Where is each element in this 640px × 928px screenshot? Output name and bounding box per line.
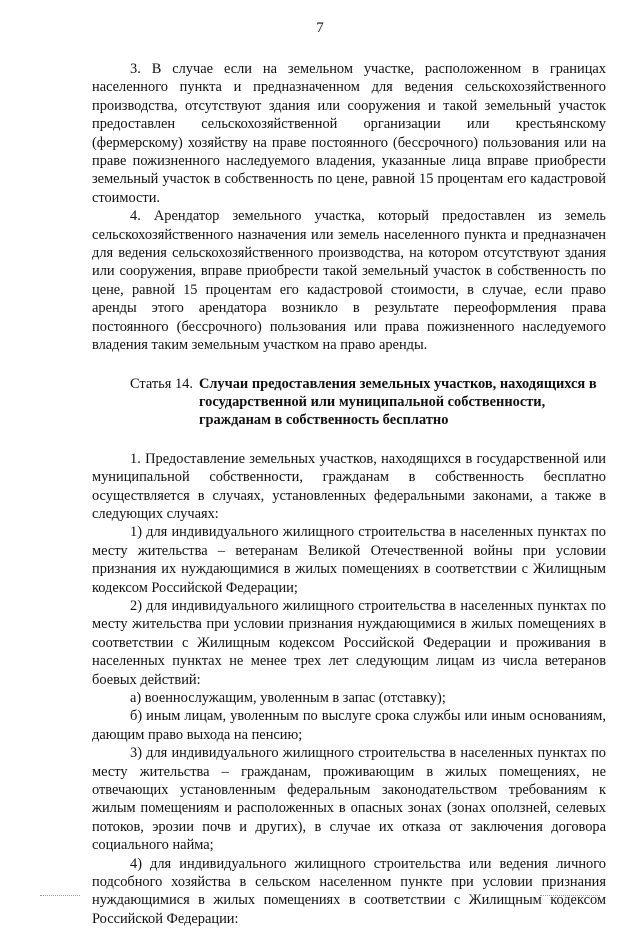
- page-number: 7: [316, 20, 324, 36]
- paragraph-item-3: 3. В случае если на земельном участке, расположенном в границах населенного пункта и предназначенном для ведения сельскохозяйственного производства, отсутствуют здания или сооружения и такой земельный участок предоставлен сельскохозяйственной организации или крестьянскому (фермерскому) хозяйству на праве постоянного (бессрочного) пользования или на праве пожизненного наследуемого владения, указанные лица вправе приобрести земельный участок в собственность по цене, равной 15 процентам его кадастровой стоимости.: [92, 61, 606, 206]
- document-body: [92, 60, 606, 928]
- scan-mark-right: [540, 895, 600, 897]
- paragraph-subclause-2: 2) для индивидуального жилищного строительства в населенных пунктах по месту жительства при условии признания нуждающимися в жилых помещениях в соответствии с Жилищным кодексом Российской Федерации и проживания в населенных пунктах не менее трех лет следующим лицам из числа ветеранов боевых действий:: [92, 597, 606, 688]
- article-label: Статья 14.: [130, 375, 193, 392]
- paragraph-subclause-a: а) военнослужащим, уволенным в запас (отставку);: [130, 690, 446, 706]
- paragraph-subclause-1: 1) для индивидуального жилищного строительства в населенных пунктах по месту жительства – ветеранам Великой Отечественной войны при условии признания их нуждающимися в жилых помещениях в соответствии с Жилищным кодексом Российской Федерации;: [92, 524, 606, 596]
- paragraph-item-4: 4. Арендатор земельного участка, который предоставлен из земель сельскохозяйственного назначения или земель населенного пункта и предназначен для ведения сельскохозяйственного производства, на котором отсутствуют здания или сооружения, вправе приобрести такой земельный участок в собственность по цене, равной 15 процентам его кадастровой стоимости, в случае, если право аренды этого арендатора возникло в результате переоформления права постоянного (бессрочного) пользования или права пожизненного наследуемого владения таким земельным участком на право аренды.: [92, 208, 606, 354]
- article-title: Случаи предоставления земельных участков, находящихся в государственной или муниципальной собственности, гражданам в собственность бесплатно: [198, 375, 597, 429]
- article-heading: [92, 375, 606, 430]
- paragraph-subclause-3: 3) для индивидуального жилищного строительства в населенных пунктах по месту жительства – гражданам, проживающим в жилых помещениях, не отвечающих установленным федеральным законодательством требованиям к жилым помещениям и расположенных в опасных зонах (зонах оползней, селевых потоков, эрозии почв и других), в случае их отказа от заключения договора социального найма;: [92, 745, 606, 854]
- paragraph-subclause-b: б) иным лицам, уволенным по выслуге срока службы или иным основаниям, дающим право выхода на пенсию;: [92, 708, 606, 743]
- scan-mark-left: [40, 895, 80, 897]
- paragraph-subclause-4: 4) для индивидуального жилищного строительства или ведения личного подсобного хозяйства в сельском населенном пункте при условии признания нуждающимися в жилых помещениях в соответствии с Жилищным кодексом Российской Федерации:: [92, 855, 606, 927]
- paragraph-clause-1: 1. Предоставление земельных участков, находящихся в государственной или муниципальной собственности, гражданам в собственность бесплатно осуществляется в случаях, установленных федеральными законами, а также в следующих случаях:: [92, 450, 606, 522]
